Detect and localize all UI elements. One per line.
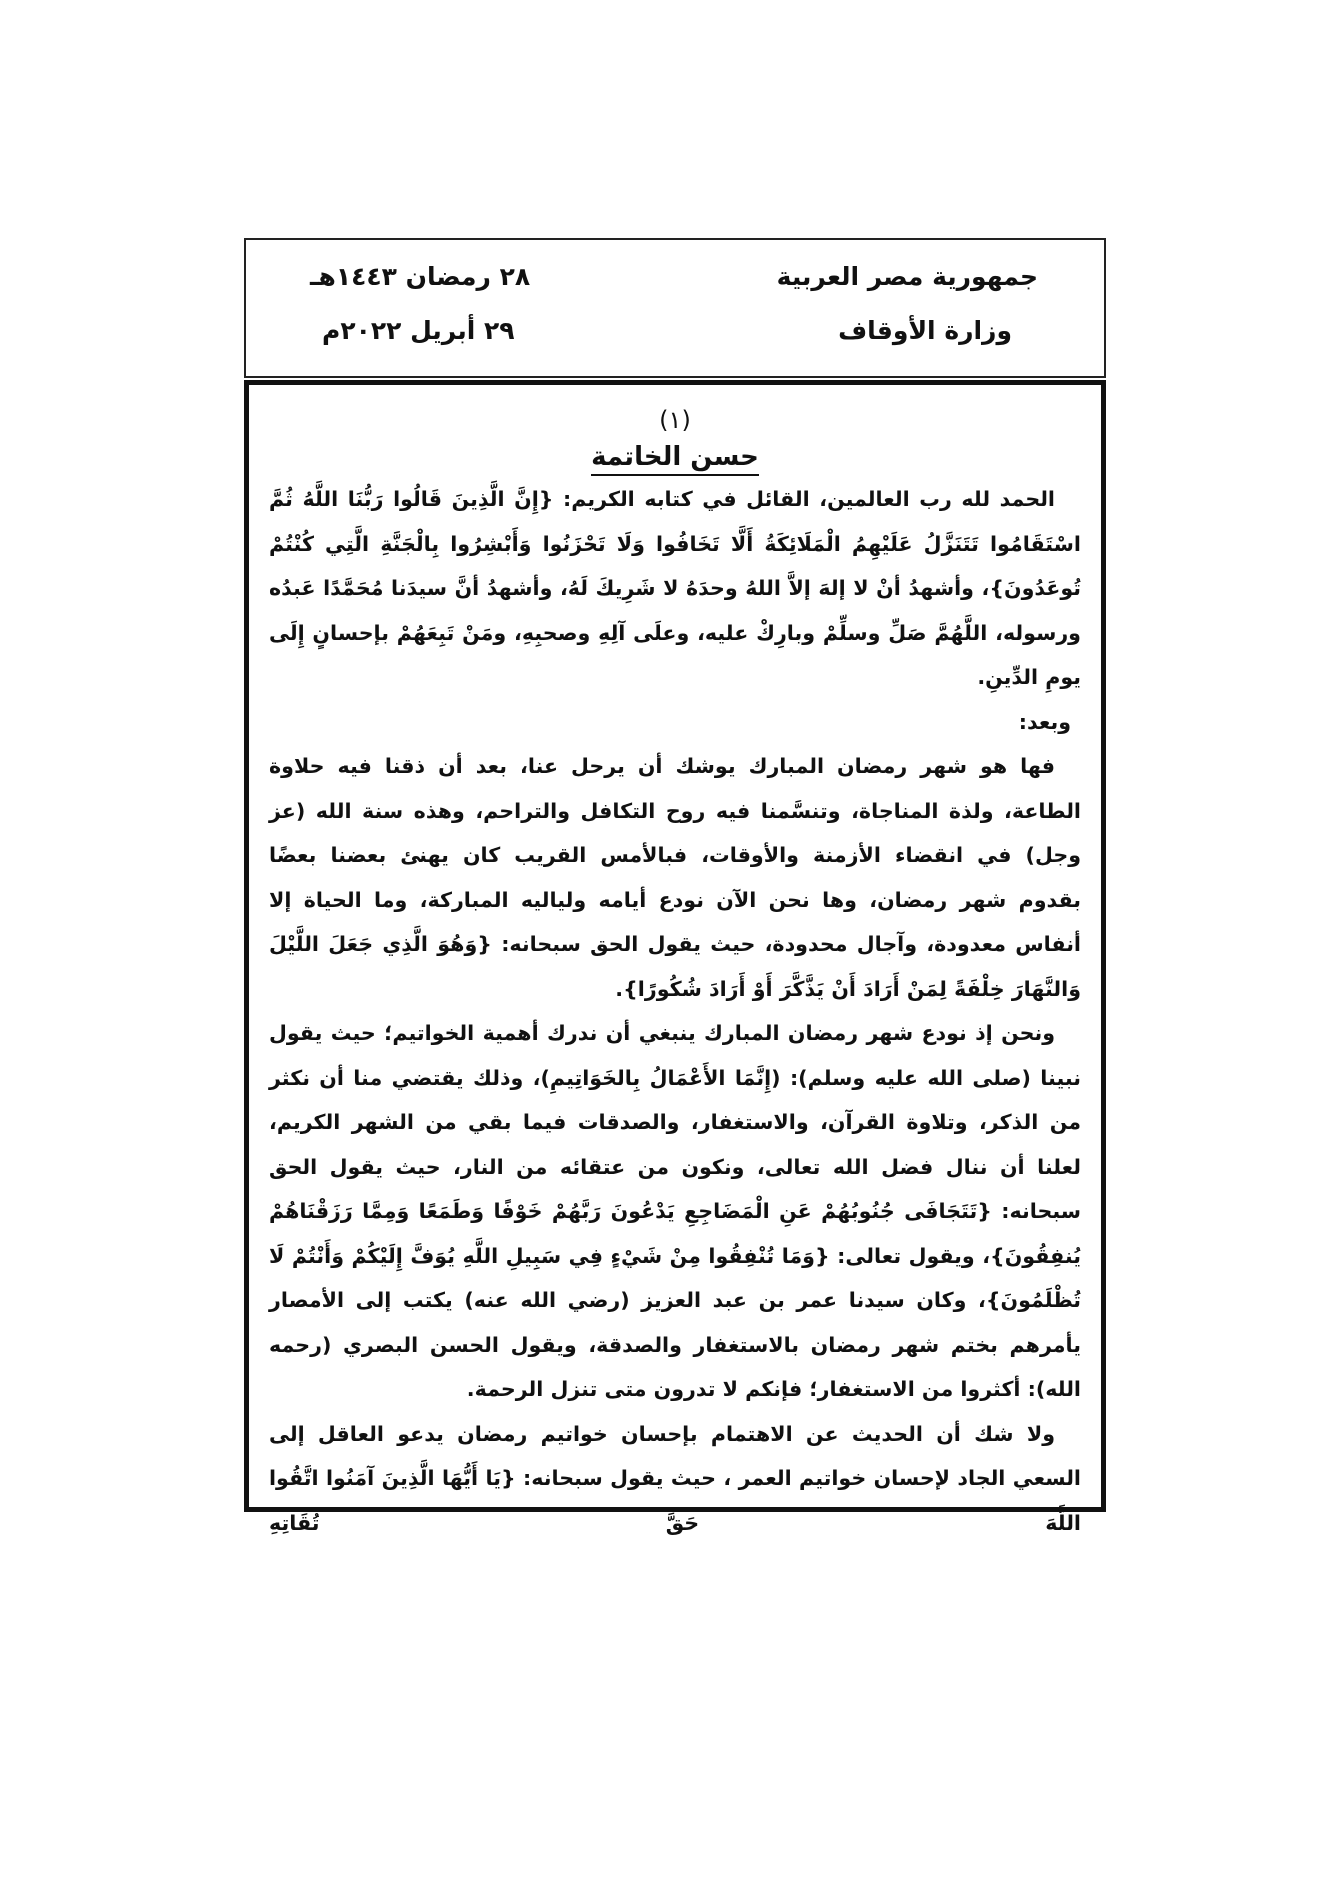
header-box — [244, 238, 1106, 378]
section-number: (١) — [659, 406, 691, 434]
gregorian-date: ٢٩ أبريل ٢٠٢٢م — [322, 316, 515, 345]
paragraph-endings-importance: ونحن إذ نودع شهر رمضان المبارك ينبغي أن ندرك أهمية الخواتيم؛ حيث يقول نبينا (صلى الله عليه وسلم): (إِنَّمَا الأَعْمَالُ بِالخَوَاتِيمِ)، وذلك يقتضي منا أن نكثر من الذكر، وتلاوة القرآن، والاستغفار، والصدقات فيما بقي من الشهر الكريم، لعلنا أن ننال فضل الله تعالى، ونكون من عتقائه من النار، حيث يقول الحق سبحانه: {تَتَجَافَى جُنُوبُهُمْ عَنِ الْمَضَاجِعِ يَدْعُونَ رَبَّهُمْ خَوْفًا وَطَمَعًا وَمِمَّا رَزَقْنَاهُمْ يُنفِقُونَ}، ويقول تعالى: {وَمَا تُنْفِقُوا مِنْ شَيْءٍ فِي سَبِيلِ اللَّهِ يُوَفَّ إِلَيْكُمْ وَأَنْتُمْ لَا تُظْلَمُونَ}، وكان سيدنا عمر بن عبد العزيز (رضي الله عنه) يكتب إلى الأمصار يأمرهم بختم شهر رمضان بالاستغفار والصدقة، ويقول الحسن البصري (رحمه الله): أكثروا من الاستغفار؛ فإنكم لا تدرون متى تنزل الرحمة. — [269, 1021, 1081, 1401]
paragraph-life-endings: ولا شك أن الحديث عن الاهتمام بإحسان خواتيم رمضان يدعو العاقل إلى السعي الجاد لإحسان خواتيم العمر ، حيث يقول سبحانه: {يَا أَيُّهَا الَّذِينَ آمَنُوا اتَّقُوا اللَّهَ حَقَّ تُقَاتِهِ — [269, 1421, 1081, 1535]
country-name: جمهورية مصر العربية — [776, 262, 1038, 291]
paragraph-transition: وبعد: — [1018, 709, 1071, 734]
title-text: حسن الخاتمة — [591, 442, 759, 476]
paragraph-ramadan-farewell: فها هو شهر رمضان المبارك يوشك أن يرحل عنا، بعد أن ذقنا فيه حلاوة الطاعة، ولذة المناجاة، وتنسَّمنا فيه روح التكافل والتراحم، وهذه سنة الله (عز وجل) في انقضاء الأزمنة والأوقات، فبالأمس القريب كان يهنئ بعضنا بعضًا بقدوم شهر رمضان، وها نحن الآن نودع أيامه ولياليه المباركة، وما الحياة إلا أنفاس معدودة، وآجال محدودة، حيث يقول الحق سبحانه: {وَهُوَ الَّذِي جَعَلَ اللَّيْلَ وَالنَّهَارَ خِلْفَةً لِمَنْ أَرَادَ أَنْ يَذَّكَّرَ أَوْ أَرَادَ شُكُورًا}. — [269, 754, 1081, 1001]
content-body — [249, 385, 1101, 1535]
ministry-name: وزارة الأوقاف — [838, 316, 1012, 345]
content-box — [244, 380, 1106, 1535]
hijri-date: ٢٨ رمضان ١٤٤٣هـ — [310, 262, 531, 291]
paragraph-opening: الحمد لله رب العالمين، القائل في كتابه الكريم: {إِنَّ الَّذِينَ قَالُوا رَبُّنَا اللَّهُ ثُمَّ اسْتَقَامُوا تَتَنَزَّلُ عَلَيْهِمُ الْمَلَائِكَةُ أَلَّا تَخَافُوا وَلَا تَحْزَنُوا وَأَبْشِرُوا بِالْجَنَّةِ الَّتِي كُنْتُمْ تُوعَدُونَ}، وأشهدُ أنْ لا إلهَ إلاَّ اللهُ وحدَهُ لا شَرِيكَ لَهُ، وأشهدُ أنَّ سيدَنا مُحَمَّدًا عَبدُه ورسوله، اللَّهُمَّ صَلِّ وسلِّمْ وبارِكْ عليه، وعلَى آلِهِ وصحبِهِ، ومَنْ تَبِعَهُمْ بإحسانٍ إِلَى يومِ الدِّينِ. — [269, 487, 1081, 689]
page-title — [269, 437, 1081, 477]
